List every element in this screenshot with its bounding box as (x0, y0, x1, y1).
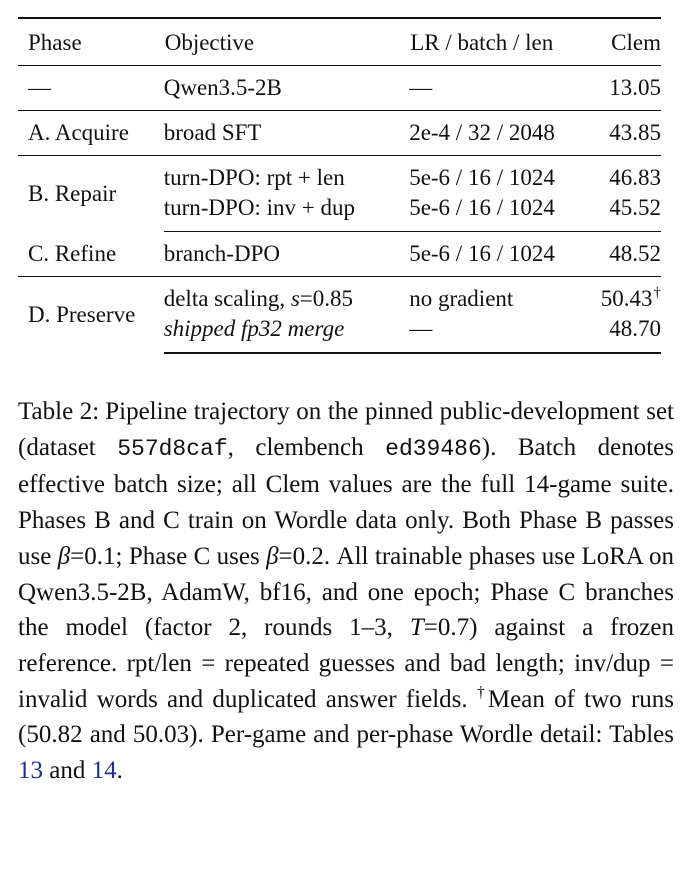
caption-text: . (116, 757, 123, 785)
dagger-mark: † (653, 285, 661, 301)
objective-cell (164, 277, 409, 315)
phase-cell: B. Repair (28, 180, 117, 206)
config-cell: 5e-6 / 16 / 1024 (409, 165, 555, 190)
clem-cell: 13.05 (601, 66, 661, 111)
objective-suffix: =0.85 (299, 286, 354, 311)
clem-cell: 45.52 (601, 193, 661, 232)
clem-cell: 48.70 (601, 314, 661, 353)
caption-text: Mean of two runs (50.82 and 50.03). Per-game and per-phase Wordle detail: Tables (18, 685, 674, 749)
table-ref-link[interactable]: 13 (18, 757, 43, 785)
objective-cell: Qwen3.5-2B (164, 66, 409, 111)
table-group-acquire (18, 111, 661, 156)
beta-symbol: β (57, 542, 71, 570)
objective-cell: turn-DPO: rpt + len (163, 165, 345, 190)
beta-value: =0.2 (278, 542, 324, 570)
caption-text: . All trainable phases use LoRA on Qwen3.5-2B, AdamW, bf16, and one epoch; Phase C branches the model (factor 2, rounds 1–3, (18, 542, 674, 642)
header-objective: Objective (164, 18, 409, 66)
caption-text: and (43, 757, 92, 785)
table-row (18, 232, 661, 277)
config-cell: 5e-6 / 16 / 1024 (409, 193, 601, 232)
phase-cell: — (18, 66, 164, 111)
beta-symbol: β (266, 542, 279, 570)
objective-variable: s (290, 286, 300, 311)
table-group-base (18, 66, 661, 111)
header-phase: Phase (18, 18, 164, 66)
table-row (18, 111, 661, 156)
config-cell: 2e-4 / 32 / 2048 (409, 111, 601, 156)
temperature-value: =0.7 (423, 614, 470, 642)
caption-text: ). Batch denotes effective batch size; all Clem values are the full 14-game suite. Phases B and C train on Wordle data only. Both Phase B passes use (18, 433, 674, 570)
table-row (18, 66, 661, 111)
clem-value: 50.43 (600, 286, 653, 311)
dataset-hash: 557d8caf (117, 435, 228, 462)
caption-label: Table 2: (18, 398, 100, 425)
table-header-row (18, 18, 661, 66)
header-config: LR / batch / len (409, 18, 601, 66)
objective-cell: broad SFT (164, 111, 409, 156)
caption-text: ) against a frozen reference. rpt/len = repeated guesses and bad length; inv/dup = invalid words and duplicated answer fields. (18, 614, 675, 713)
clembench-hash: ed39486 (385, 435, 482, 462)
table-row (18, 277, 661, 315)
config-cell: — (409, 314, 601, 353)
caption-text: Pipeline trajectory on the pinned public-development set (dataset (18, 398, 674, 461)
table-caption (18, 394, 674, 789)
clem-cell (601, 277, 661, 315)
config-cell: no gradient (409, 286, 514, 311)
config-cell: — (409, 66, 601, 111)
phase-cell: D. Preserve (28, 302, 136, 327)
caption-text: , clembench (227, 433, 386, 461)
beta-value: =0.1 (70, 542, 116, 570)
objective-cell: turn-DPO: inv + dup (164, 193, 409, 232)
caption-text: ; Phase C uses (115, 542, 267, 570)
pipeline-trajectory-table (18, 17, 661, 354)
objective-cell: shipped fp32 merge (164, 314, 409, 353)
objective-prefix: delta scaling, (163, 286, 291, 311)
phase-cell: A. Acquire (18, 111, 164, 156)
phase-cell: C. Refine (18, 232, 164, 277)
config-cell: 5e-6 / 16 / 1024 (409, 232, 601, 277)
temperature-symbol: T (409, 614, 424, 642)
dagger-mark: † (476, 683, 488, 701)
table-group-refine (18, 232, 661, 277)
table-row (18, 156, 661, 194)
table-group-repair (18, 156, 661, 232)
table-group-preserve (18, 277, 661, 354)
clem-cell: 48.52 (601, 232, 661, 277)
header-clem: Clem (601, 18, 661, 66)
clem-cell: 43.85 (601, 111, 661, 156)
objective-cell: branch-DPO (164, 232, 409, 277)
clem-cell: 46.83 (609, 165, 661, 190)
table-ref-link[interactable]: 14 (91, 757, 117, 785)
